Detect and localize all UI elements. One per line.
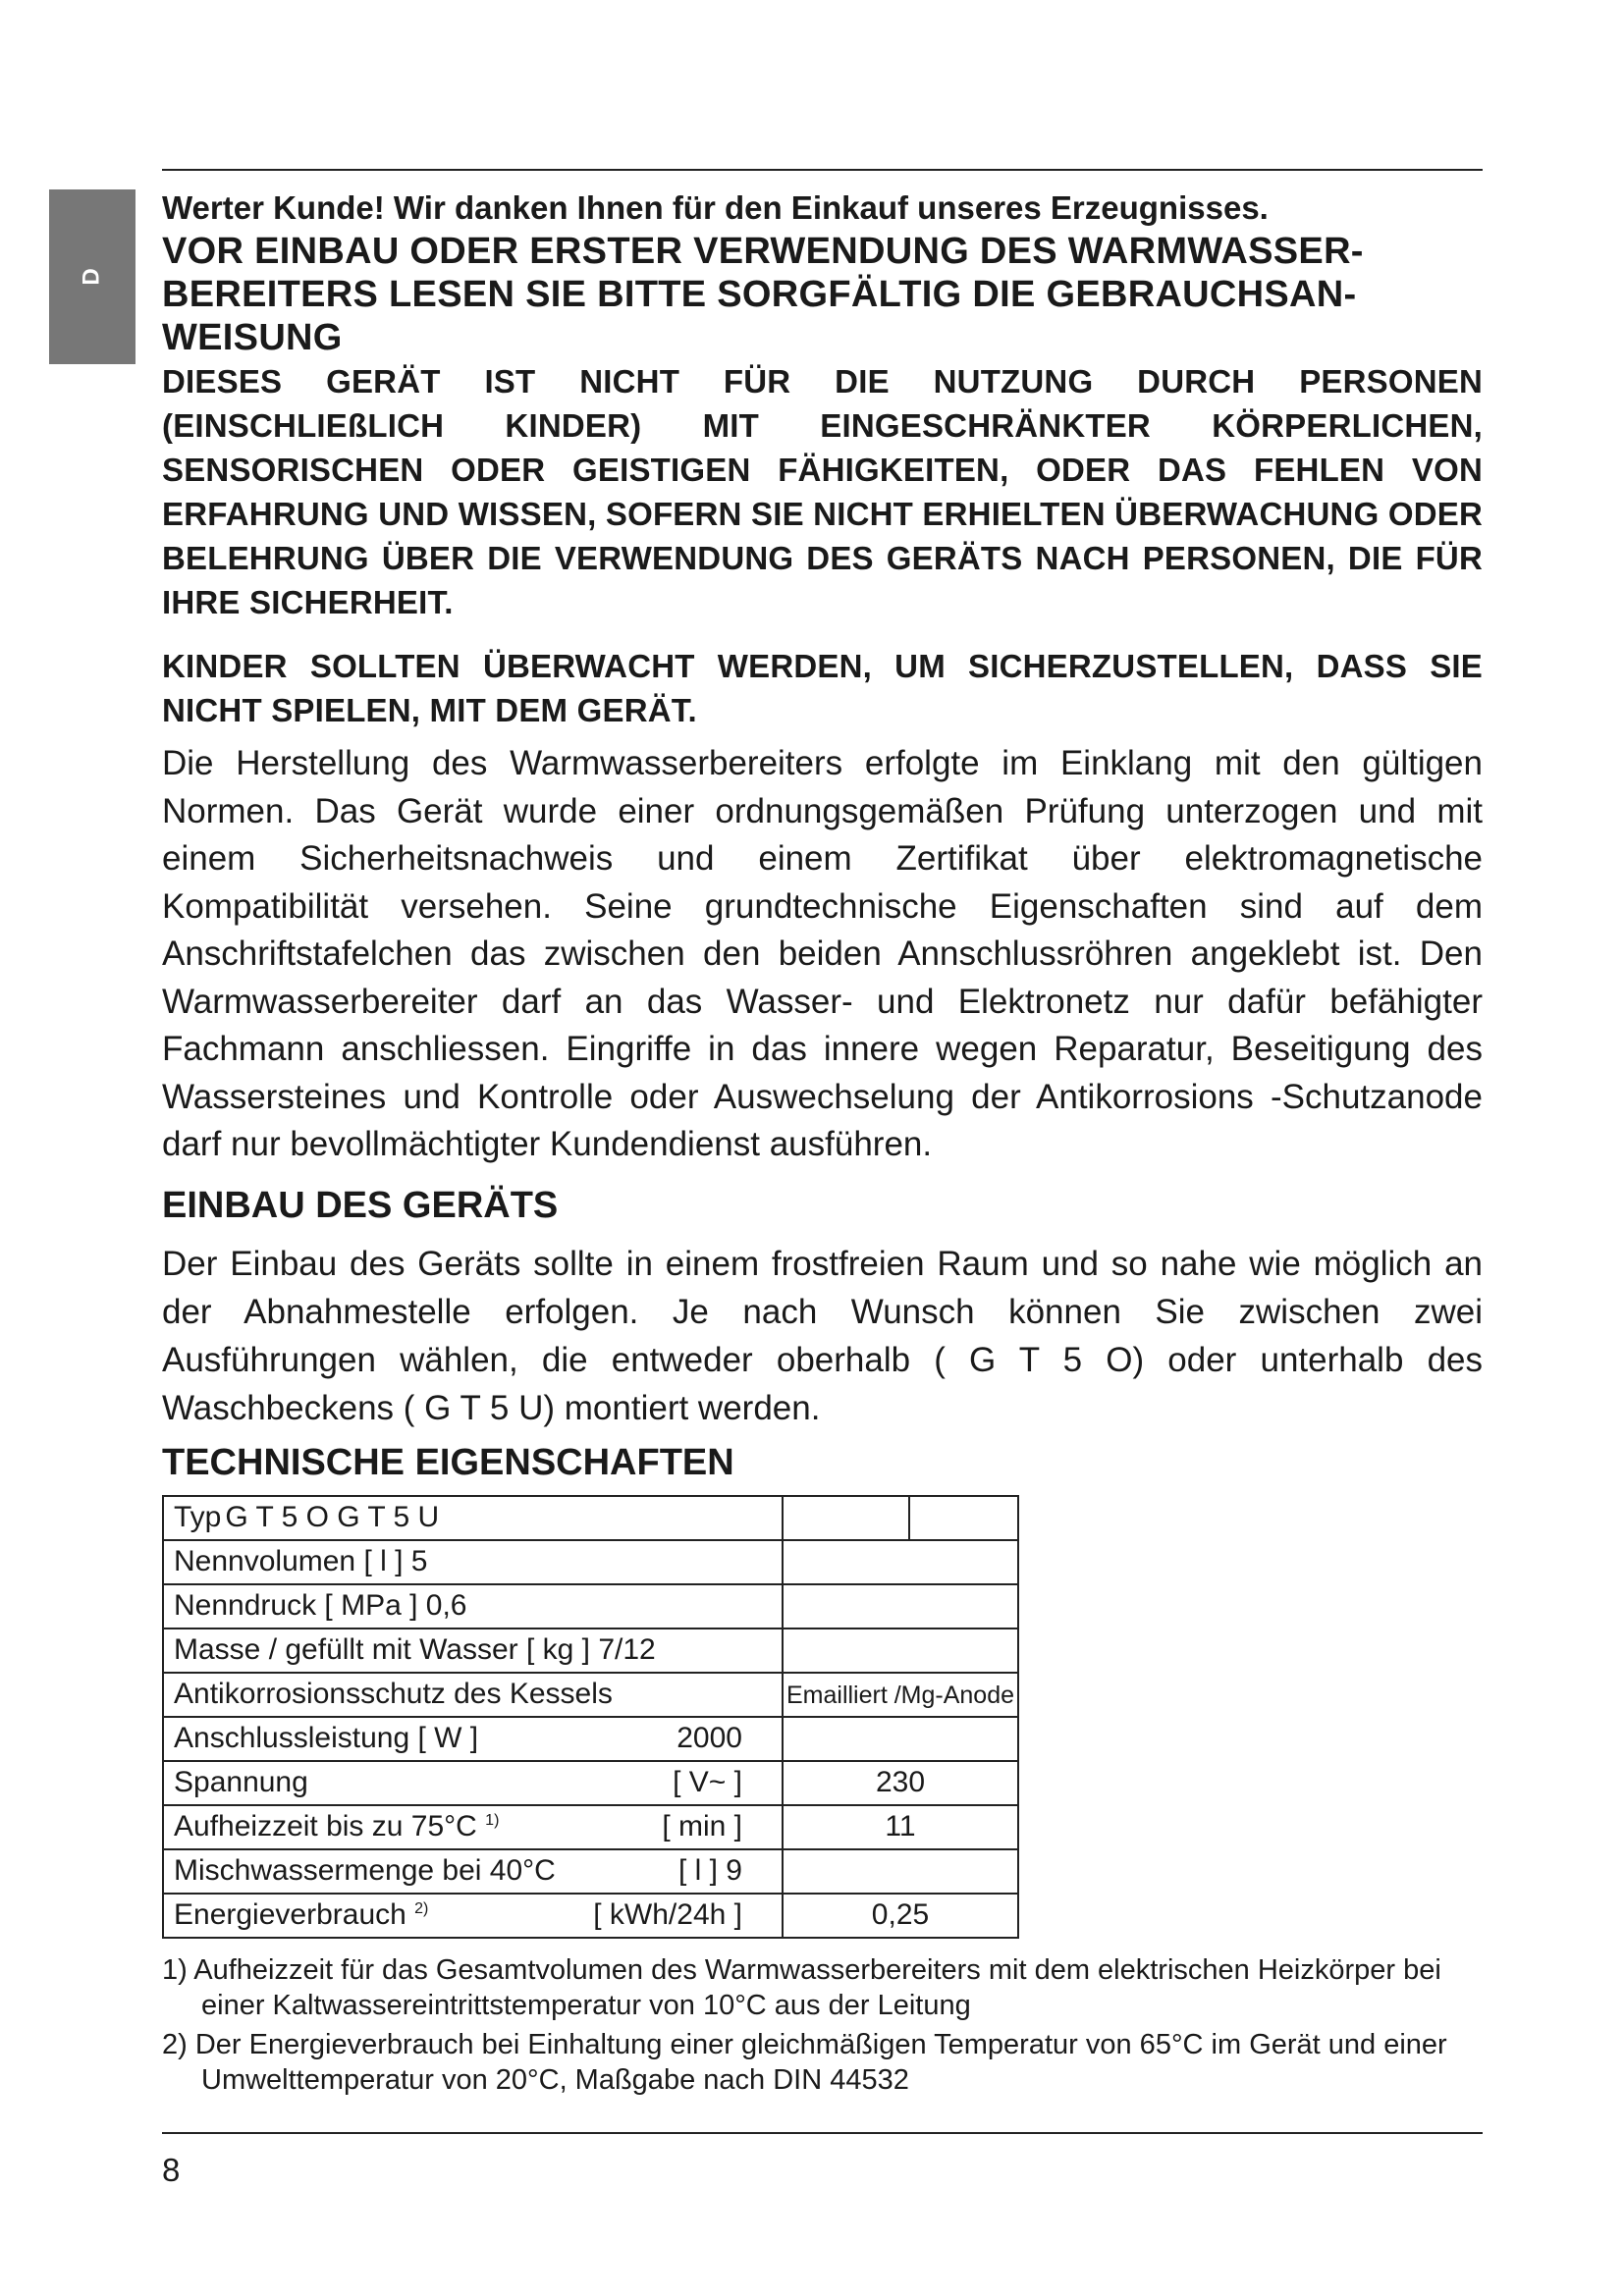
table-row xyxy=(163,1894,1018,1938)
spec-label-wrap xyxy=(174,1898,428,1932)
spec-label-cell xyxy=(163,1717,783,1761)
spec-label-row xyxy=(174,1501,772,1534)
spec-label-cell xyxy=(163,1894,783,1938)
page-content xyxy=(162,187,1483,2102)
table-row xyxy=(163,1717,1018,1761)
footnotes xyxy=(162,1952,1483,2098)
spec-value-cell xyxy=(783,1761,1018,1805)
spec-label-row xyxy=(174,1854,772,1888)
table-row xyxy=(163,1629,1018,1673)
table-row xyxy=(163,1761,1018,1805)
spec-value: Emailliert /Mg-Anode xyxy=(785,1682,1015,1709)
spec-label-wrap xyxy=(174,1722,478,1755)
spec-label-row xyxy=(174,1545,772,1578)
spec-label: Antikorrosionsschutz des Kessels xyxy=(174,1678,613,1710)
spec-label: Nenndruck [ MPa ] 0,6 xyxy=(174,1589,467,1622)
spec-value-cell xyxy=(783,1805,1018,1849)
spec-unit: [ l ] 9 xyxy=(677,1854,742,1887)
spec-label-cell xyxy=(163,1805,783,1849)
footnote-2: 2) Der Energieverbrauch bei Einhaltung einer gleichmäßigen Temperatur von 65°C im Gerät und einer Umwelttemperatur von 20°C, Maßgabe nach DIN 44532 xyxy=(162,2028,1447,2096)
spec-label: Masse / gefüllt mit Wasser [ kg ] 7/12 xyxy=(174,1633,656,1666)
table-row xyxy=(163,1805,1018,1849)
spec-label-wrap xyxy=(174,1589,466,1623)
warning-paragraph-1: DIESES GERÄT IST NICHT FÜR DIE NUTZUNG DURCH PERSONEN (EINSCHLIEßLICH KINDER) MIT EINGESCHRÄNKTER KÖRPERLICHEN, SENSORISCHEN ODER GEISTIGEN FÄHIGKEITEN, ODER DAS FEHLEN VON ERFAHRUNG UND WISSEN, SOFERN SIE NICHT ERHIELTEN ÜBERWACHUNG ODER BELEHRUNG ÜBER DIE VERWENDUNG DES GERÄTS NACH PERSONEN, DIE FÜR IHRE SICHERHEIT. xyxy=(162,363,1483,620)
spec-label: Typ xyxy=(174,1501,222,1533)
spec-value-cell xyxy=(783,1894,1018,1938)
page-number: 8 xyxy=(162,2152,181,2188)
spec-value: 230 xyxy=(875,1766,926,1798)
spec-label-wrap xyxy=(174,1854,556,1888)
spec-value-cell xyxy=(783,1673,1018,1717)
spec-label: Anschlussleistung [ W ] xyxy=(174,1722,479,1754)
spec-value: 11 xyxy=(885,1810,916,1842)
table-row xyxy=(163,1540,1018,1584)
spec-label-row xyxy=(174,1898,772,1932)
spec-label-wrap xyxy=(174,1545,427,1578)
language-tab-label: D xyxy=(79,268,105,286)
type-o-cell xyxy=(784,1497,910,1539)
spec-label: Aufheizzeit bis zu 75°C xyxy=(174,1810,477,1842)
spec-label-wrap xyxy=(174,1501,221,1534)
warning-paragraph-2: KINDER SOLLTEN ÜBERWACHT WERDEN, UM SICHERZUSTELLEN, DASS SIE NICHT SPIELEN, MIT DEM GERÄT. xyxy=(162,648,1483,728)
table-row xyxy=(163,1849,1018,1894)
table-row xyxy=(163,1673,1018,1717)
spec-label-row xyxy=(174,1678,772,1711)
installation-title: EINBAU DES GERÄTS xyxy=(162,1184,559,1226)
spec-label: Nennvolumen [ l ] 5 xyxy=(174,1545,428,1577)
installation-text: Der Einbau des Geräts sollte in einem frostfreien Raum und so nahe wie möglich an der Abnahmestelle erfolgen. Je nach Wunsch können Sie zwischen zwei Ausführungen wählen, die entweder oberhalb ( G T 5 O) oder unterhalb des Waschbeckens ( G T 5 U) montiert werden. xyxy=(162,1244,1483,1427)
spec-unit: [ min ] xyxy=(662,1810,742,1842)
spec-label-cell xyxy=(163,1540,783,1584)
spec-value-cell xyxy=(783,1540,1018,1584)
greeting: Werter Kunde! Wir danken Ihnen für den Einkauf unseres Erzeugnisses. xyxy=(162,189,1269,226)
spec-label-cell xyxy=(163,1761,783,1805)
spec-value-cell xyxy=(783,1717,1018,1761)
table-row xyxy=(163,1496,1018,1540)
footnote-1: 1) Aufheizzeit für das Gesamtvolumen des Warmwasserbereiters mit dem elektrischen Heizkörper bei einer Kaltwassereintrittstemperatur von 10°C aus der Leitung xyxy=(162,1953,1441,2021)
spec-unit: [ V~ ] xyxy=(673,1766,742,1798)
spec-label-row xyxy=(174,1633,772,1667)
type-value-split xyxy=(784,1497,1017,1539)
spec-label-row xyxy=(174,1722,772,1755)
spec-value-cell xyxy=(783,1629,1018,1673)
language-tab xyxy=(49,189,135,364)
spec-label-cell xyxy=(163,1584,783,1629)
main-heading: VOR EINBAU ODER ERSTER VERWENDUNG DES WARMWASSER-BEREITERS LESEN SIE BITTE SORGFÄLTIG DIE GEBRAUCHSAN-WEISUNG xyxy=(162,231,1364,358)
spec-label: Energieverbrauch xyxy=(174,1898,406,1931)
spec-label-cell xyxy=(163,1629,783,1673)
footnote-ref: 2) xyxy=(414,1900,429,1917)
spec-label: Spannung xyxy=(174,1766,308,1798)
spec-label-wrap xyxy=(174,1766,308,1799)
spec-label-wrap xyxy=(174,1678,613,1711)
spec-label-wrap xyxy=(174,1810,499,1843)
footnote-ref: 1) xyxy=(485,1812,500,1829)
spec-label-row xyxy=(174,1766,772,1799)
spec-unit: G T 5 O G T 5 U xyxy=(225,1501,440,1533)
spec-label-row xyxy=(174,1810,772,1843)
spec-value: 0,25 xyxy=(871,1898,930,1931)
spec-unit: [ kWh/24h ] xyxy=(593,1898,742,1931)
spec-label-wrap xyxy=(174,1633,656,1667)
bottom-rule xyxy=(162,2132,1483,2134)
spec-value-cell xyxy=(783,1849,1018,1894)
type-u-cell xyxy=(910,1497,1017,1539)
top-rule xyxy=(162,169,1483,171)
spec-label-row xyxy=(174,1589,772,1623)
spec-value-cell xyxy=(783,1584,1018,1629)
spec-label-cell xyxy=(163,1849,783,1894)
spec-value-cell xyxy=(783,1496,1018,1540)
spec-label: Mischwassermenge bei 40°C xyxy=(174,1854,556,1887)
table-row xyxy=(163,1584,1018,1629)
spec-unit: 2000 xyxy=(677,1722,742,1754)
spec-label-cell xyxy=(163,1496,783,1540)
intro-paragraph: Die Herstellung des Warmwasserbereiters erfolgte im Einklang mit den gültigen Normen. Das Gerät wurde einer ordnungsgemäßen Prüfung unterzogen und mit einem Sicherheitsnachweis und einem Zertifikat über elektromagnetische Kompatibilität versehen. Seine grundtechnische Eigenschaften sind auf dem Anschriftstafelchen das zwischen den beiden Annschlussröhren angeklebt ist. Den Warmwasserbereiter darf an das Wasser- und Elektronetz nur dafür befähigter Fachmann anschliessen. Eingriffe in das innere wegen Reparatur, Beseitigung des Wassersteines und Kontrolle oder Auswechselung der Antikorrosions -Schutzanode darf nur bevollmächtigter Kundendienst ausführen. xyxy=(162,744,1483,1163)
technical-title: TECHNISCHE EIGENSCHAFTEN xyxy=(162,1441,734,1483)
spec-label-cell xyxy=(163,1673,783,1717)
spec-table xyxy=(162,1495,1019,1939)
